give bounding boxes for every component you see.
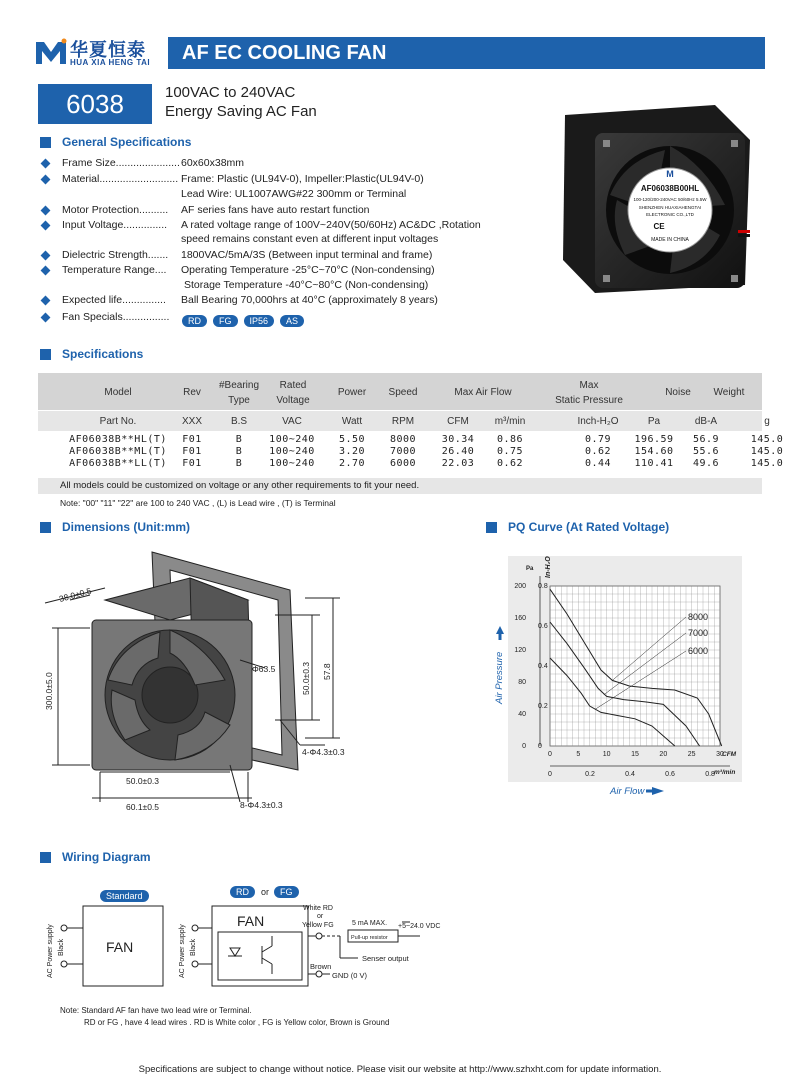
x-axis-arrow-icon — [652, 787, 664, 795]
table-cell: B — [235, 446, 243, 457]
ce-mark: CE — [653, 222, 665, 231]
y-axis-arrow-icon — [496, 626, 504, 634]
inh2o-tick: 0.2 — [538, 703, 548, 710]
col-pressure-2: Static Pressure — [555, 395, 623, 406]
or-label: or — [317, 913, 324, 920]
vdc-label: +5~24.0 VDC — [398, 923, 441, 930]
m3-tick: 0.2 — [585, 771, 595, 778]
table-cell: 8000 — [389, 434, 417, 445]
section-marker-icon — [486, 522, 497, 533]
table-cell: 6000 — [389, 458, 417, 469]
dim-frame-width: 60.1±0.5 — [126, 802, 160, 812]
dim-impeller-diameter: Φ63.5 — [252, 664, 276, 674]
unit-cell: dB-A — [694, 416, 718, 427]
table-cell: B — [235, 434, 243, 445]
col-model: Model — [104, 387, 132, 398]
table-cell: 154.60 — [634, 446, 674, 457]
table-cell: 0.79 — [584, 434, 612, 445]
unit-cell: XXX — [181, 416, 202, 427]
pa-tick: 120 — [514, 647, 526, 654]
bullet-icon — [41, 251, 51, 261]
wiring-title: Wiring Diagram — [62, 850, 151, 864]
dim-hole-spacing-h: 50.0±0.3 — [126, 776, 160, 786]
pa-tick: 40 — [518, 711, 526, 718]
label-origin-text: MADE IN CHINA — [651, 237, 689, 243]
col-noise: Noise — [665, 387, 691, 398]
spec-label: Material........................... — [62, 173, 179, 185]
x-axis-title: Air Flow — [610, 786, 645, 797]
section-marker-icon — [40, 852, 51, 863]
label-model-text: AF06038B00HL — [640, 184, 700, 193]
section-marker-icon — [40, 522, 51, 533]
unit-cell: Inch-H₂O — [577, 416, 619, 427]
spec-value: 1800VAC/5mA/3S (Between input terminal and frame) — [181, 249, 433, 261]
logo-chinese-name: 华夏恒泰 — [70, 40, 146, 60]
spec-label: Fan Specials................ — [62, 311, 170, 323]
col-rated: Rated — [279, 380, 307, 391]
unit-cell: VAC — [282, 416, 302, 427]
table-cell: 110.41 — [634, 458, 674, 469]
logo-english-name: HUA XIA HENG TAI — [70, 58, 151, 67]
unit-cell: CFM — [447, 416, 469, 427]
table-cell: AF06038B**HL(T) — [69, 434, 167, 445]
standard-badge: Standard — [100, 890, 149, 902]
inh2o-tick: 0.6 — [538, 623, 548, 630]
label-company-text: SHENZHEN HUAXIAHENGTAI — [638, 205, 702, 210]
bullet-icon — [41, 221, 51, 231]
yellow-fg-label: Yellow FG — [302, 922, 334, 929]
bullet-icon — [41, 175, 51, 185]
pullup-label: Pull-up resistor — [351, 935, 388, 941]
m3-tick: 0.8 — [705, 771, 715, 778]
white-rd-label: White RD — [303, 905, 333, 912]
cfm-tick: 25 — [687, 751, 696, 758]
logo-mark-icon — [34, 38, 68, 66]
page-title: AF EC COOLING FAN — [168, 37, 765, 69]
general-specs-title: General Specifications — [62, 135, 192, 149]
dim-flange-holes: 4-Φ4.3±0.3 — [302, 747, 345, 757]
special-badge: AS — [280, 315, 304, 327]
pq-chart — [490, 556, 750, 806]
curve-label: 8000 — [688, 612, 709, 622]
cfm-tick: 15 — [631, 751, 639, 758]
m3-tick: 0.6 — [665, 771, 675, 778]
inh2o-tick: 0.4 — [538, 663, 548, 670]
table-cell: 26.40 — [441, 446, 475, 457]
section-marker-icon — [40, 137, 51, 148]
table-cell: 0.62 — [496, 458, 524, 469]
table-units-row — [38, 411, 770, 431]
dimensions-title: Dimensions (Unit:mm) — [62, 520, 191, 534]
table-cell: 55.6 — [692, 446, 720, 457]
dim-flange-size: 57.8 — [322, 663, 332, 680]
unit-cell: Watt — [341, 416, 363, 427]
fan-box-label: FAN — [106, 939, 134, 955]
table-cell: F01 — [182, 458, 202, 469]
black-wire-label-2: Black — [190, 938, 197, 956]
table-cell: 100~240 — [269, 434, 315, 445]
col-pressure: Max — [579, 380, 599, 391]
unit-cell: g — [764, 416, 770, 427]
spec-label: Frame Size...................... — [62, 157, 180, 169]
voltage-note: Note: "00" "11" "22" are 100 to 240 VAC , (L) is Lead wire , (T) is Terminal — [60, 498, 336, 508]
table-cell: 56.9 — [692, 434, 720, 445]
table-cell: 0.75 — [496, 446, 524, 457]
table-row — [38, 446, 784, 458]
inh2o-tick: 0 — [538, 743, 542, 750]
fan-product-image — [555, 95, 755, 295]
fg-badge: FG — [274, 886, 299, 898]
table-cell: AF06038B**LL(T) — [69, 458, 167, 469]
spec-value: Lead Wire: UL1007AWG#22 300mm or Terminal — [181, 188, 407, 200]
col-airflow: Max Air Flow — [454, 387, 512, 398]
label-company-text-2: ELECTRONIC CO.,LTD — [646, 212, 694, 217]
cfm-tick: 10 — [602, 751, 611, 758]
cfm-tick: 0 — [548, 751, 552, 758]
bullet-icon — [41, 206, 51, 216]
spec-value: speed remains constant even at different input voltages — [181, 233, 439, 245]
bullet-icon — [41, 159, 51, 169]
col-bearing-2: Type — [228, 395, 250, 406]
spec-value: Operating Temperature -25°C~70°C (Non-condensing) — [181, 264, 435, 276]
pa-tick: 160 — [514, 615, 526, 622]
unit-cell: B.S — [230, 416, 248, 427]
special-badge: FG — [213, 315, 238, 327]
table-cell: F01 — [182, 434, 202, 445]
table-cell: 3.20 — [338, 446, 366, 457]
or-text: or — [261, 887, 270, 897]
fan-specials-badges — [182, 311, 310, 329]
section-marker-icon — [40, 349, 51, 360]
dim-depth: 38.0±0.5 — [57, 585, 93, 604]
table-cell: 100~240 — [269, 446, 315, 457]
wiring-note-1: Note: Standard AF fan have two lead wire or Terminal. — [60, 1006, 252, 1015]
spec-label: Input Voltage............... — [62, 219, 168, 231]
table-cell: 0.86 — [496, 434, 524, 445]
col-weight: Weight — [713, 387, 745, 398]
spec-value: Ball Bearing 70,000hrs at 40°C (approximately 8 years) — [181, 294, 438, 306]
pq-curve-title: PQ Curve (At Rated Voltage) — [508, 520, 670, 534]
bullet-icon — [41, 313, 51, 323]
table-cell: 196.59 — [634, 434, 674, 445]
table-cell: 30.34 — [441, 434, 475, 445]
dimension-drawing — [30, 540, 370, 820]
unit-cell: m³/min — [494, 416, 526, 427]
label-voltage-text: 100-120/200-240VAC 50/60Hz 5.5W — [633, 197, 707, 202]
spec-label: Dielectric Strength....... — [62, 249, 169, 261]
footer-disclaimer: Specifications are subject to change without notice. Please visit our website at http://www.szhxht.com for update information. — [138, 1064, 662, 1075]
table-cell: 0.62 — [584, 446, 612, 457]
dim-lead-length: 300.0±5.0 — [44, 672, 54, 710]
table-cell: 2.70 — [338, 458, 366, 469]
table-cell: 49.6 — [692, 458, 720, 469]
table-cell: B — [235, 458, 243, 469]
spec-label: Temperature Range.... — [62, 264, 167, 276]
cfm-tick: 20 — [659, 751, 668, 758]
dim-frame-holes: 8-Φ4.3±0.3 — [240, 800, 283, 810]
y-axis-title: Air Pressure — [494, 651, 505, 704]
pa-tick: 80 — [518, 679, 526, 686]
brown-wire-label: Brown — [310, 962, 332, 971]
fan-box-label-2: FAN — [237, 913, 265, 929]
spec-value: Frame: Plastic (UL94V-0), Impeller:Plastic(UL94V-0) — [181, 173, 424, 185]
gnd-label: GND (0 V) — [332, 971, 368, 980]
wiring-diagram — [40, 898, 460, 998]
curve-label: 7000 — [688, 628, 709, 638]
spec-value: AF series fans have auto restart function — [181, 204, 370, 216]
ac-supply-label: AC Power supply — [47, 924, 54, 978]
table-cell: F01 — [182, 446, 202, 457]
curve-label: 6000 — [688, 646, 709, 656]
bullet-icon — [41, 266, 51, 276]
unit-cell: Part No. — [99, 416, 137, 427]
black-wire-label: Black — [58, 938, 65, 956]
ac-supply-label-2: AC Power supply — [179, 924, 186, 978]
pa-unit-label: Pa — [526, 566, 534, 572]
inh2o-tick: 0.8 — [538, 583, 548, 590]
pa-tick: 0 — [522, 743, 526, 750]
cfm-tick: 5 — [576, 751, 581, 758]
table-cell: 145.0 — [750, 434, 784, 445]
specifications-title: Specifications — [62, 347, 144, 361]
col-bearing: #Bearing — [218, 380, 260, 391]
table-cell: 100~240 — [269, 458, 315, 469]
current-max-label: 5 mA MAX. — [352, 920, 388, 927]
voltage-subtitle: 100VAC to 240VAC — [165, 84, 296, 101]
rd-badge: RD — [230, 886, 255, 898]
dim-hole-spacing-v: 50.0±0.3 — [301, 661, 311, 695]
unit-cell: Pa — [647, 416, 661, 427]
wiring-note-2: RD or FG , have 4 lead wires . RD is White color , FG is Yellow color, Brown is Ground — [84, 1018, 390, 1027]
table-header — [38, 373, 762, 410]
spec-label: Motor Protection.......... — [62, 204, 169, 216]
spec-value: 60x60x38mm — [181, 157, 245, 169]
table-cell: 0.44 — [584, 458, 612, 469]
special-badge: RD — [182, 315, 207, 327]
m3-unit-label: m³/min — [714, 769, 736, 776]
spec-value: A rated voltage range of 100V~240V(50/60Hz) AC&DC ,Rotation — [181, 219, 481, 231]
col-power: Power — [337, 387, 367, 398]
customize-note: All models could be customized on voltage or any other requirements to fit your need. — [38, 478, 762, 494]
svg-text:M: M — [666, 169, 674, 179]
table-cell: 22.03 — [441, 458, 475, 469]
unit-cell: RPM — [391, 416, 415, 427]
model-number: 6038 — [38, 84, 152, 124]
col-rev: Rev — [183, 387, 201, 398]
product-subtitle: Energy Saving AC Fan — [165, 103, 317, 120]
cfm-unit-label: CFM — [722, 751, 737, 758]
table-cell: 5.50 — [338, 434, 366, 445]
cfm-tick: 30 — [716, 751, 724, 758]
special-badge: IP56 — [244, 315, 275, 327]
spec-label: Expected life............... — [62, 294, 166, 306]
m3-tick: 0.4 — [625, 771, 635, 778]
table-row — [38, 434, 784, 446]
bullet-icon — [41, 296, 51, 306]
table-cell: 145.0 — [750, 458, 784, 469]
inh2o-unit-label: In-H₂O — [545, 556, 552, 578]
table-row — [38, 458, 784, 470]
table-cell: 145.0 — [750, 446, 784, 457]
table-cell: 7000 — [389, 446, 417, 457]
table-cell: AF06038B**ML(T) — [69, 446, 167, 457]
col-rated-2: Voltage — [276, 395, 310, 406]
spec-value: Storage Temperature -40°C~80°C (Non-condensing) — [184, 279, 429, 291]
sensor-output-label: Senser output — [362, 954, 409, 963]
col-speed: Speed — [388, 387, 418, 398]
pa-tick: 200 — [514, 583, 526, 590]
m3-tick: 0 — [548, 771, 552, 778]
